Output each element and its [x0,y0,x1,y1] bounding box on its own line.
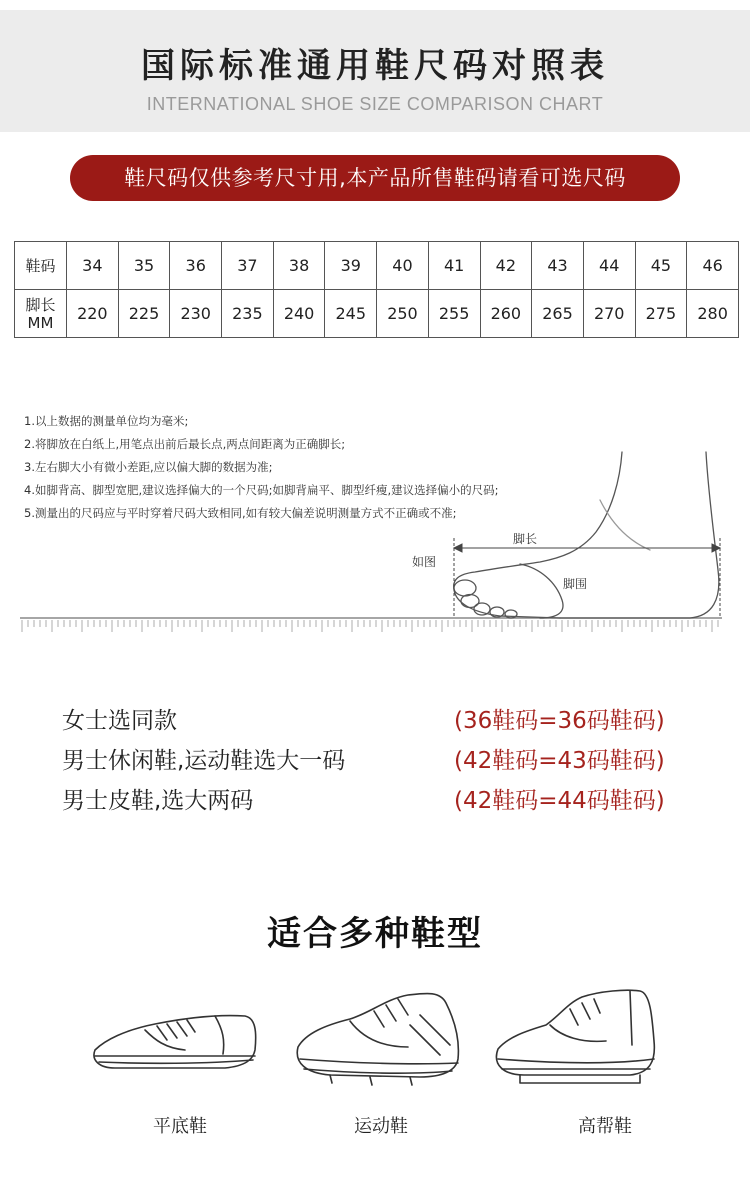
note-item: 4.如脚背高、脚型宽肥,建议选择偏大的一个尺码;如脚背扁平、脚型纤瘦,建议选择偏小的尺码; [24,483,499,497]
flat-shoe-icon [85,1000,265,1090]
length-cell: 230 [170,290,222,338]
length-cell: 280 [687,290,739,338]
size-table [14,241,739,338]
length-cell: 250 [377,290,429,338]
foot-outline-icon [454,452,719,618]
size-cell: 38 [273,242,325,290]
page-subtitle: INTERNATIONAL SHOE SIZE COMPARISON CHART [146,94,604,114]
notice-banner: 鞋尺码仅供参考尺寸用,本产品所售鞋码请看可选尺码 [70,155,680,201]
size-row [15,242,739,290]
rec-rule: (36鞋码=36码鞋码) [454,708,665,734]
high-top-icon [490,985,670,1090]
size-cell: 44 [583,242,635,290]
length-cell: 240 [273,290,325,338]
shoe-label-flat: 平底鞋 [153,1116,207,1137]
note-item: 5.测量出的尺码应与平时穿着尺码大致相同,如有较大偏差说明测量方式不正确或不准; [24,506,457,520]
sneaker-icon [290,985,470,1090]
length-cell: 225 [118,290,170,338]
rec-label: 男士休闲鞋,运动鞋选大一码 [62,748,346,774]
size-cell: 43 [532,242,584,290]
size-cell: 36 [170,242,222,290]
length-cell: 235 [222,290,274,338]
size-row-header: 鞋码 [15,242,67,290]
size-cell: 45 [635,242,687,290]
size-cell: 46 [687,242,739,290]
rec-label: 女士选同款 [62,708,177,734]
page-title: 国际标准通用鞋尺码对照表 [141,46,609,86]
length-cell: 255 [428,290,480,338]
rec-rule: (42鞋码=44码鞋码) [454,788,665,814]
length-cell: 245 [325,290,377,338]
note-item: 3.左右脚大小有微小差距,应以偏大脚的数据为准; [24,460,273,474]
foot-girth-label: 脚围 [563,577,588,591]
length-cell: 260 [480,290,532,338]
size-cell: 35 [118,242,170,290]
length-cell: 220 [67,290,119,338]
size-cell: 41 [428,242,480,290]
length-cell: 265 [532,290,584,338]
foot-diagram [0,440,750,640]
length-cell: 270 [583,290,635,338]
size-cell: 39 [325,242,377,290]
size-cell: 42 [480,242,532,290]
length-row [15,290,739,338]
rec-rule: (42鞋码=43码鞋码) [454,748,665,774]
note-item: 2.将脚放在白纸上,用笔点出前后最长点,两点间距离为正确脚长; [24,437,346,451]
size-cell: 40 [377,242,429,290]
foot-length-label: 脚长 [513,532,538,546]
length-header-line1: 脚长 [25,295,56,314]
rec-label: 男士皮鞋,选大两码 [62,788,254,814]
length-cell: 275 [635,290,687,338]
length-row-header [15,290,67,338]
as-shown-label: 如图 [412,555,437,569]
section-title: 适合多种鞋型 [267,914,483,954]
ruler-icon [20,618,722,632]
shoe-label-high-top: 高帮鞋 [578,1116,632,1137]
size-cell: 34 [67,242,119,290]
size-cell: 37 [222,242,274,290]
shoe-label-sneaker: 运动鞋 [354,1116,408,1137]
note-item: 1.以上数据的测量单位均为毫米; [24,414,189,428]
length-header-line2: MM [27,313,54,332]
